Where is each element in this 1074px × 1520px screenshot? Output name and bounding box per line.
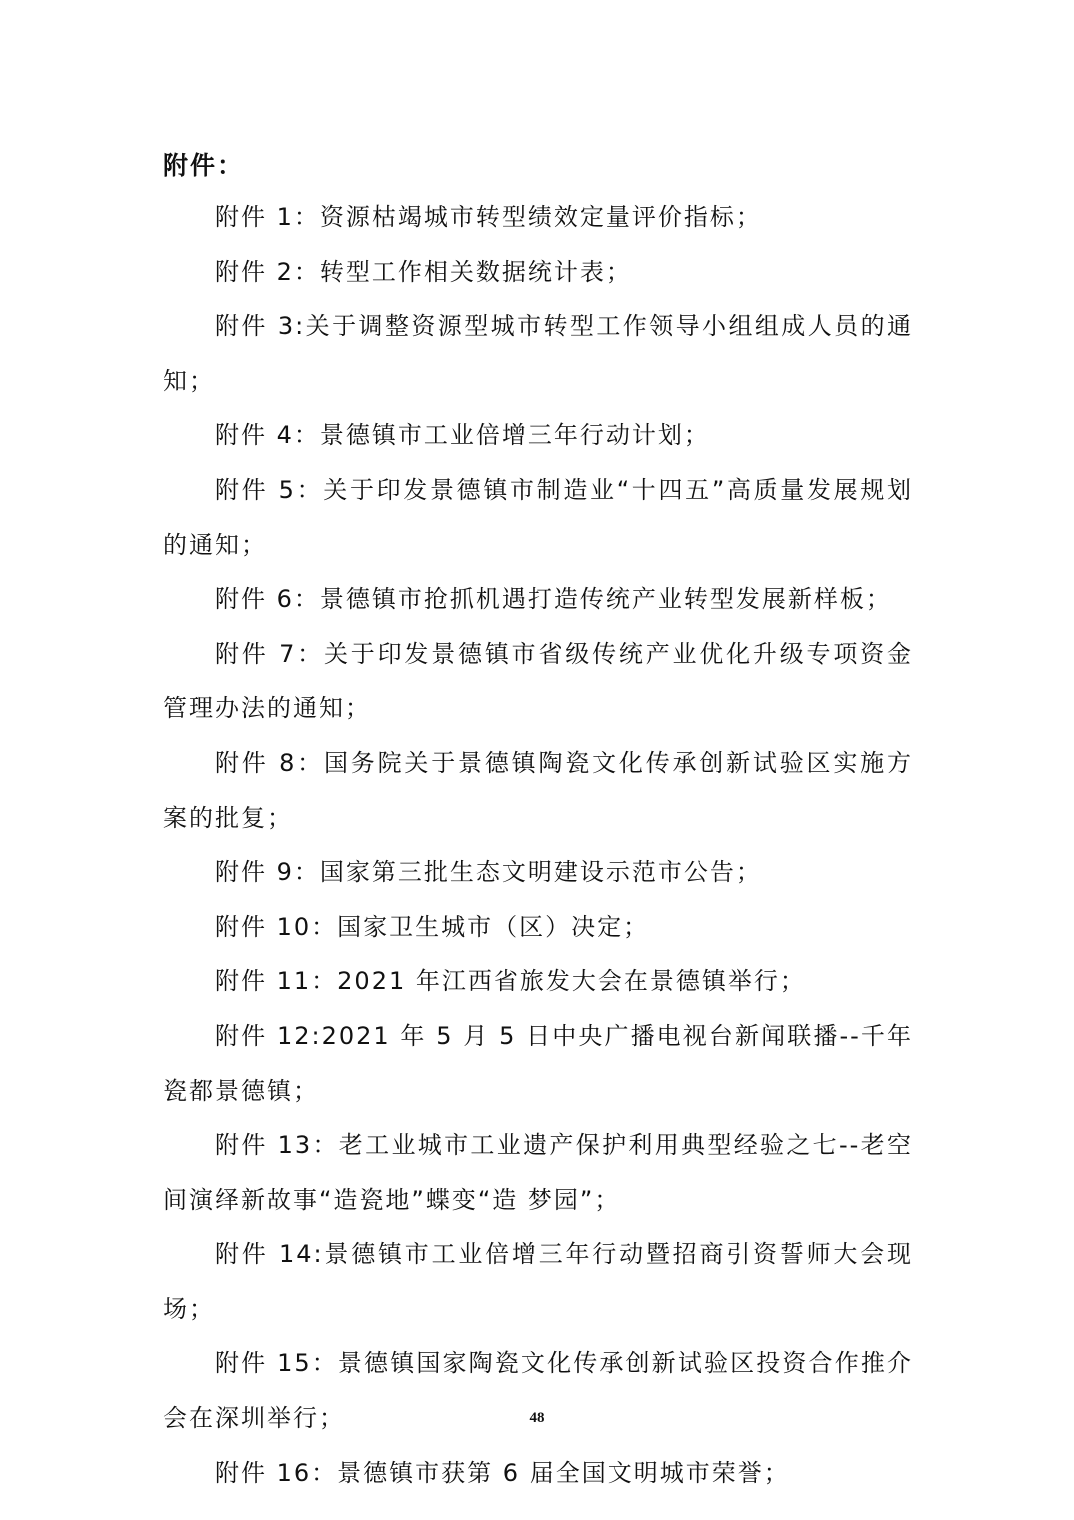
attachments-heading: 附件：: [163, 151, 245, 180]
attachment-item-11: 附件 11：2021 年江西省旅发大会在景德镇举行；: [215, 967, 806, 996]
attachment-item-6: 附件 6：景德镇市抢抓机遇打造传统产业转型发展新样板；: [215, 585, 892, 614]
attachment-item-5: 附件 5：关于印发景德镇市制造业“十四五”高质量发展规划的通知；: [163, 475, 913, 559]
attachment-item-14: 附件 14:景德镇市工业倍增三年行动暨招商引资誓师大会现场；: [163, 1240, 913, 1323]
attachment-item-4: 附件 4：景德镇市工业倍增三年行动计划；: [215, 421, 710, 450]
attachment-item-13: 附件 13：老工业城市工业遗产保护利用典型经验之七--老空间演绎新故事“造瓷地”蝶变“造 梦园”；: [163, 1131, 913, 1214]
attachment-list: [163, 190, 913, 1500]
attachment-item-16: 附件 16：景德镇市获第 6 届全国文明城市荣誉；: [215, 1458, 790, 1487]
attachment-item-9: 附件 9：国家第三批生态文明建设示范市公告；: [215, 858, 762, 887]
attachment-item-15: 附件 15：景德镇国家陶瓷文化传承创新试验区投资合作推介会在深圳举行；: [163, 1349, 913, 1433]
attachment-item-2: 附件 2：转型工作相关数据统计表；: [215, 257, 632, 286]
attachment-item-10: 附件 10：国家卫生城市（区）决定；: [215, 912, 650, 941]
attachment-item-12: 附件 12:2021 年 5 月 5 日中央广播电视台新闻联播--千年瓷都景德镇；: [163, 1021, 913, 1105]
attachment-item-8: 附件 8：国务院关于景德镇陶瓷文化传承创新试验区实施方案的批复；: [163, 748, 913, 832]
page-number: 48: [529, 1410, 545, 1426]
attachment-item-7: 附件 7：关于印发景德镇市省级传统产业优化升级专项资金管理办法的通知；: [163, 639, 913, 723]
attachment-item-1: 附件 1：资源枯竭城市转型绩效定量评价指标；: [215, 203, 762, 231]
attachment-item-3: 附件 3:关于调整资源型城市转型工作领导小组组成人员的通知；: [163, 312, 913, 395]
